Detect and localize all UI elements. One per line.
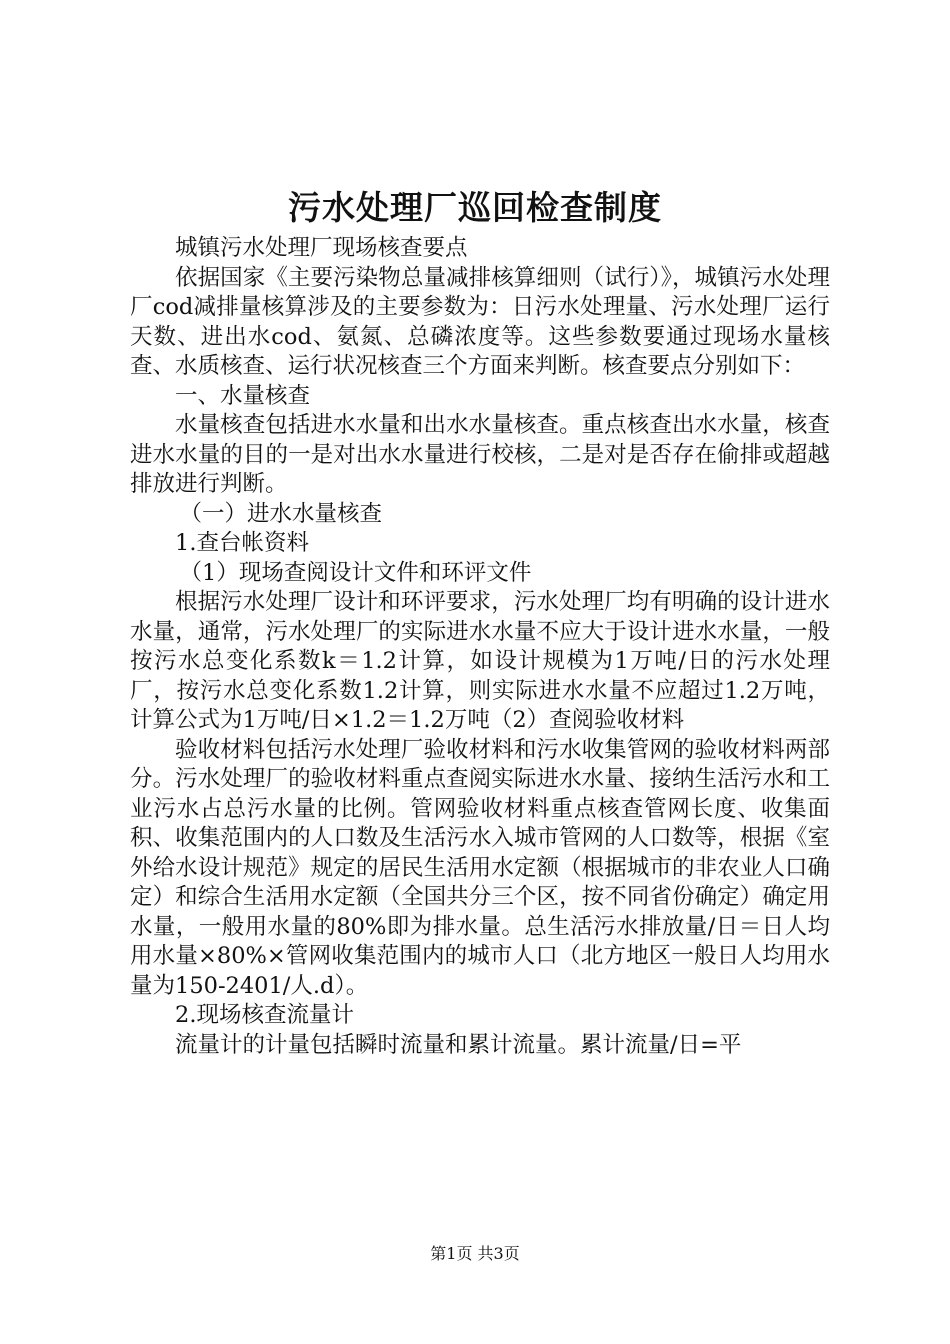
heading-inflow-check: （一）进水水量核查 — [179, 500, 383, 527]
heading-water-volume-check: 一、水量核查 — [175, 382, 311, 409]
paragraph-water-volume: 水量核查包括进水水量和出水水量核查。重点核查出水水量，核查进水水量的目的一是对出水水量进行校核，二是对是否存在偷排或超越排放进行判断。 — [130, 412, 830, 497]
heading-flowmeter-check: 2.现场核查流量计 — [175, 1002, 354, 1028]
document-title: 污水处理厂巡回检查制度 — [288, 188, 662, 227]
paragraph-acceptance-materials: 验收材料包括污水处理厂验收材料和污水收集管网的验收材料两部分。污水处理厂的验收材料重点查阅实际进水水量、接纳生活污水和工业污水占总污水量的比例。管网验收材料重点核查管网长度、收集面积、收集范围内的人口数及生活污水入城市管网的人口数等，根据《室外给水设计规范》规定的居民生活用水定额（根据城市的非农业人口确定）和综合生活用水定额（全国共分三个区，按不同省份确定）确定用水量，一般用水量的80%即为排水量。总生活污水排放量/日＝日人均用水量×80%×管网收集范围内的城市人口（北方地区一般日人均用水量为150-2401/人.d）。 — [130, 736, 830, 999]
paragraph-flowmeter: 流量计的计量包括瞬时流量和累计流量。累计流量/日=平 — [175, 1031, 742, 1058]
paragraph-design-inflow: 根据污水处理厂设计和环评要求，污水处理厂均有明确的设计进水水量，通常，污水处理厂的实际进水水量不应大于设计进水水量，一般按污水总变化系数k＝1.2计算，如设计规模为1万吨/日的污水处理厂，按污水总变化系数1.2计算，则实际进水水量不应超过1.2万吨，计算公式为1万吨/日×1.2＝1.2万吨（2）查阅验收材料 — [130, 589, 830, 733]
document-body — [130, 234, 830, 1060]
heading-check-ledger: 1.查台帐资料 — [175, 530, 309, 556]
page-footer: 第1页 共3页 — [430, 1244, 520, 1263]
paragraph-intro: 依据国家《主要污染物总量减排核算细则（试行）》，城镇污水处理厂cod减排量核算涉及的主要参数为：日污水处理量、污水处理厂运行天数、进出水cod、氨氮、总磷浓度等。这些参数要通过现场水量核查、水质核查、运行状况核查三个方面来判断。核查要点分别如下： — [130, 264, 830, 379]
heading-design-files: （1）现场查阅设计文件和环评文件 — [179, 559, 532, 586]
paragraph-subtitle: 城镇污水处理厂现场核查要点 — [175, 235, 468, 261]
